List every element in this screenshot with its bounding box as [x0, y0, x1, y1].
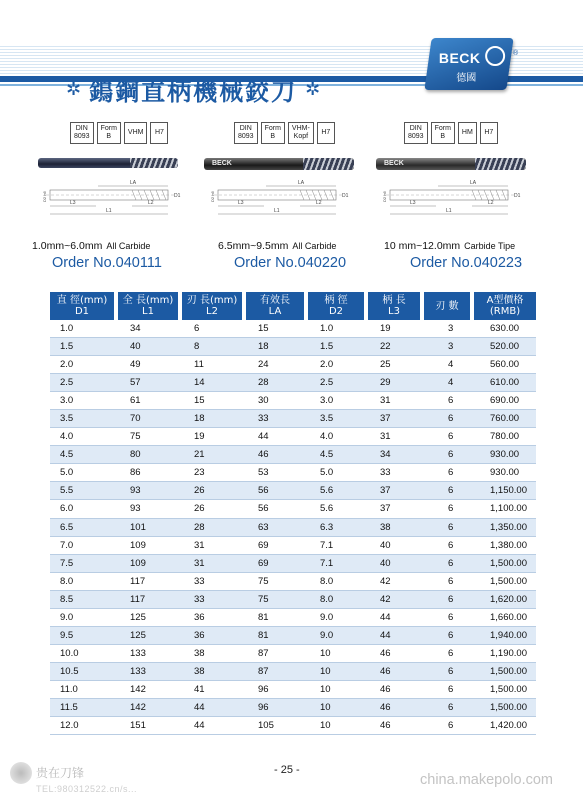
svg-text:L1: L1	[446, 208, 452, 214]
column-header: 柄 徑 D2	[308, 292, 368, 320]
table-cell: 57	[118, 374, 182, 392]
table-cell: 125	[118, 627, 182, 645]
table-cell: 101	[118, 519, 182, 537]
spec-tag: Form B	[97, 122, 121, 144]
table-cell: 42	[368, 591, 424, 609]
svg-text:D2 h6: D2 h6	[382, 191, 387, 202]
table-cell: 34	[118, 320, 182, 338]
table-cell: 109	[118, 537, 182, 555]
table-cell: 560.00	[474, 356, 536, 374]
svg-text:L3: L3	[238, 200, 244, 206]
table-cell: 63	[246, 519, 308, 537]
table-cell: 10.5	[50, 663, 118, 681]
table-cell: 6	[424, 537, 474, 555]
page-number: - 25 -	[274, 764, 300, 776]
technical-drawing	[204, 178, 354, 228]
reamer-image	[376, 158, 526, 170]
watermark-logo-icon	[10, 762, 32, 784]
table-cell: 46	[368, 663, 424, 681]
size-range: 10 mm~12.0mm Carbide Tipe	[384, 240, 516, 252]
table-cell: 19	[368, 320, 424, 338]
table-row	[50, 356, 536, 374]
table-cell: 41	[182, 681, 246, 699]
watermark	[10, 758, 210, 796]
table-cell: 1,420.00	[474, 717, 536, 735]
table-cell: 3	[424, 338, 474, 356]
registered-mark: ®	[513, 50, 519, 57]
table-cell: 29	[368, 374, 424, 392]
table-row	[50, 500, 536, 518]
svg-text:LA: LA	[298, 180, 305, 186]
table-cell: 6	[424, 464, 474, 482]
table-cell: 96	[246, 681, 308, 699]
watermark-title: 贵在刀锋	[36, 766, 85, 780]
table-cell: 10.0	[50, 645, 118, 663]
table-cell: 19	[182, 428, 246, 446]
svg-text:L1: L1	[106, 208, 112, 214]
table-cell: 780.00	[474, 428, 536, 446]
table-cell: 142	[118, 681, 182, 699]
table-cell: 31	[182, 555, 246, 573]
spec-tags	[234, 122, 335, 144]
spec-tag: H7	[480, 122, 498, 144]
table-cell: 1,350.00	[474, 519, 536, 537]
table-cell: 21	[182, 446, 246, 464]
svg-text:D2 h6: D2 h6	[42, 191, 47, 202]
table-cell: 109	[118, 555, 182, 573]
product-card	[32, 122, 212, 272]
svg-text:D1: D1	[174, 193, 181, 199]
spec-tag: DIN 8093	[70, 122, 94, 144]
table-cell: 8.0	[308, 591, 368, 609]
table-cell: 6	[424, 627, 474, 645]
table-cell: 760.00	[474, 410, 536, 428]
table-cell: 6	[424, 555, 474, 573]
table-cell: 133	[118, 645, 182, 663]
table-row	[50, 645, 536, 663]
table-cell: 6	[424, 663, 474, 681]
table-cell: 10	[308, 645, 368, 663]
table-cell: 1,620.00	[474, 591, 536, 609]
technical-drawing	[36, 178, 186, 228]
table-cell: 4	[424, 356, 474, 374]
svg-text:L3: L3	[70, 200, 76, 206]
table-cell: 6	[424, 681, 474, 699]
table-cell: 31	[368, 392, 424, 410]
table-row	[50, 573, 536, 591]
table-cell: 30	[246, 392, 308, 410]
table-cell: 86	[118, 464, 182, 482]
table-cell: 38	[182, 663, 246, 681]
table-cell: 6.5	[50, 519, 118, 537]
table-cell: 7.1	[308, 555, 368, 573]
column-header: 柄 長 L3	[368, 292, 424, 320]
column-header: A型價格 (RMB)	[474, 292, 536, 320]
reamer-image	[38, 158, 178, 168]
page-title: 鎢鋼直柄機械鉸刀	[89, 78, 298, 106]
table-cell: 1,100.00	[474, 500, 536, 518]
table-cell: 1,500.00	[474, 573, 536, 591]
svg-text:L1: L1	[274, 208, 280, 214]
table-cell: 15	[182, 392, 246, 410]
table-row	[50, 338, 536, 356]
table-cell: 1,500.00	[474, 663, 536, 681]
reamer-image	[204, 158, 354, 170]
table-cell: 4.5	[308, 446, 368, 464]
table-cell: 44	[368, 627, 424, 645]
table-cell: 1,500.00	[474, 681, 536, 699]
column-header: 刃 數	[424, 292, 474, 320]
svg-text:L2: L2	[488, 200, 494, 206]
table-cell: 56	[246, 500, 308, 518]
table-cell: 6	[424, 645, 474, 663]
table-cell: 31	[368, 428, 424, 446]
table-cell: 22	[368, 338, 424, 356]
table-cell: 930.00	[474, 464, 536, 482]
product-card	[200, 122, 380, 272]
table-cell: 81	[246, 627, 308, 645]
table-cell: 5.5	[50, 482, 118, 500]
table-cell: 44	[368, 609, 424, 627]
table-cell: 3.5	[50, 410, 118, 428]
spec-tag: H7	[317, 122, 335, 144]
table-cell: 133	[118, 663, 182, 681]
table-cell: 2.0	[308, 356, 368, 374]
svg-text:D1: D1	[514, 193, 521, 199]
column-header: 刃 長(mm) L2	[182, 292, 246, 320]
table-cell: 6.0	[50, 500, 118, 518]
table-cell: 3	[424, 320, 474, 338]
table-row	[50, 717, 536, 735]
order-number: Order No.040223	[410, 255, 523, 271]
table-cell: 1,500.00	[474, 699, 536, 717]
table-row	[50, 428, 536, 446]
table-cell: 6.3	[308, 519, 368, 537]
table-cell: 930.00	[474, 446, 536, 464]
table-cell: 28	[182, 519, 246, 537]
table-cell: 15	[246, 320, 308, 338]
table-cell: 40	[368, 555, 424, 573]
table-row	[50, 519, 536, 537]
table-cell: 37	[368, 500, 424, 518]
watermark-sub: TEL:980312522.cn/s...	[36, 784, 138, 794]
table-cell: 6	[424, 482, 474, 500]
table-cell: 9.5	[50, 627, 118, 645]
table-cell: 42	[368, 573, 424, 591]
table-cell: 11.5	[50, 699, 118, 717]
page-title-group	[66, 72, 320, 107]
table-cell: 6	[424, 428, 474, 446]
table-cell: 18	[246, 338, 308, 356]
table-cell: 7.5	[50, 555, 118, 573]
table-cell: 34	[368, 446, 424, 464]
table-cell: 6	[424, 446, 474, 464]
table-cell: 33	[246, 410, 308, 428]
table-cell: 6	[424, 392, 474, 410]
table-cell: 8.5	[50, 591, 118, 609]
table-cell: 44	[246, 428, 308, 446]
table-cell: 38	[368, 519, 424, 537]
table-cell: 75	[118, 428, 182, 446]
table-cell: 46	[246, 446, 308, 464]
table-cell: 49	[118, 356, 182, 374]
table-cell: 56	[246, 482, 308, 500]
table-cell: 142	[118, 699, 182, 717]
table-cell: 1.5	[308, 338, 368, 356]
brand-sub: 德國	[456, 73, 477, 84]
table-cell: 18	[182, 410, 246, 428]
table-cell: 4.5	[50, 446, 118, 464]
table-cell: 10	[308, 663, 368, 681]
svg-text:D2 h6: D2 h6	[210, 191, 215, 202]
table-cell: 6	[424, 410, 474, 428]
table-cell: 12.0	[50, 717, 118, 735]
table-cell: 2.0	[50, 356, 118, 374]
spec-tag: Form B	[261, 122, 285, 144]
table-cell: 24	[246, 356, 308, 374]
site-watermark: china.makepolo.com	[420, 772, 553, 788]
table-row	[50, 609, 536, 627]
table-cell: 46	[368, 681, 424, 699]
table-cell: 3.0	[308, 392, 368, 410]
table-cell: 690.00	[474, 392, 536, 410]
table-row	[50, 464, 536, 482]
table-cell: 96	[246, 699, 308, 717]
table-cell: 80	[118, 446, 182, 464]
table-cell: 5.0	[308, 464, 368, 482]
table-cell: 1,150.00	[474, 482, 536, 500]
table-cell: 10	[308, 699, 368, 717]
table-row	[50, 699, 536, 717]
table-row	[50, 482, 536, 500]
star-icon: ✲	[305, 79, 321, 99]
table-cell: 1,660.00	[474, 609, 536, 627]
table-cell: 37	[368, 410, 424, 428]
spec-tag: VHM- Kopf	[288, 122, 314, 144]
product-card	[372, 122, 552, 272]
table-cell: 93	[118, 482, 182, 500]
order-number: Order No.040111	[52, 255, 162, 271]
table-cell: 11	[182, 356, 246, 374]
table-cell: 610.00	[474, 374, 536, 392]
table-cell: 69	[246, 537, 308, 555]
table-cell: 46	[368, 699, 424, 717]
brand-logo	[424, 38, 513, 90]
table-cell: 520.00	[474, 338, 536, 356]
table-cell: 3.5	[308, 410, 368, 428]
svg-text:L2: L2	[148, 200, 154, 206]
table-cell: 3.0	[50, 392, 118, 410]
svg-text:L2: L2	[316, 200, 322, 206]
table-cell: 75	[246, 573, 308, 591]
column-header: 全 長(mm) L1	[118, 292, 182, 320]
table-cell: 46	[368, 645, 424, 663]
table-row	[50, 392, 536, 410]
table-cell: 44	[182, 717, 246, 735]
table-cell: 70	[118, 410, 182, 428]
table-cell: 117	[118, 573, 182, 591]
table-cell: 7.1	[308, 537, 368, 555]
table-cell: 8.0	[50, 573, 118, 591]
tool-brand: BECK	[212, 160, 232, 167]
table-cell: 46	[368, 717, 424, 735]
spec-tag: HM	[458, 122, 477, 144]
table-cell: 9.0	[50, 609, 118, 627]
table-cell: 1.0	[308, 320, 368, 338]
table-cell: 14	[182, 374, 246, 392]
table-row	[50, 555, 536, 573]
order-number: Order No.040220	[234, 255, 347, 271]
table-cell: 40	[368, 537, 424, 555]
table-cell: 33	[182, 573, 246, 591]
table-cell: 40	[118, 338, 182, 356]
table-row	[50, 537, 536, 555]
column-header: 有效長 LA	[246, 292, 308, 320]
spec-tag: H7	[150, 122, 168, 144]
table-cell: 5.0	[50, 464, 118, 482]
table-cell: 93	[118, 500, 182, 518]
price-table	[50, 292, 536, 735]
table-cell: 87	[246, 645, 308, 663]
table-cell: 10	[308, 717, 368, 735]
table-row	[50, 627, 536, 645]
table-cell: 69	[246, 555, 308, 573]
table-cell: 125	[118, 609, 182, 627]
table-cell: 6	[424, 500, 474, 518]
table-cell: 7.0	[50, 537, 118, 555]
table-cell: 33	[368, 464, 424, 482]
size-range: 1.0mm~6.0mm All Carbide	[32, 240, 151, 252]
table-cell: 9.0	[308, 609, 368, 627]
table-cell: 630.00	[474, 320, 536, 338]
table-cell: 4.0	[50, 428, 118, 446]
brand-name: BECK	[438, 50, 481, 66]
table-cell: 1,940.00	[474, 627, 536, 645]
table-cell: 1,190.00	[474, 645, 536, 663]
table-cell: 117	[118, 591, 182, 609]
table-cell: 25	[368, 356, 424, 374]
table-cell: 151	[118, 717, 182, 735]
table-cell: 28	[246, 374, 308, 392]
table-row	[50, 446, 536, 464]
column-header: 直 徑(mm) D1	[50, 292, 118, 320]
tool-brand: BECK	[384, 160, 404, 167]
table-cell: 6	[424, 591, 474, 609]
table-cell: 31	[182, 537, 246, 555]
table-row	[50, 591, 536, 609]
table-cell: 6	[424, 573, 474, 591]
table-cell: 6	[424, 609, 474, 627]
spec-tags	[404, 122, 498, 144]
svg-text:LA: LA	[130, 180, 137, 186]
table-cell: 2.5	[308, 374, 368, 392]
table-cell: 6	[424, 717, 474, 735]
table-cell: 105	[246, 717, 308, 735]
table-cell: 53	[246, 464, 308, 482]
table-cell: 11.0	[50, 681, 118, 699]
table-cell: 8.0	[308, 573, 368, 591]
table-cell: 23	[182, 464, 246, 482]
table-cell: 36	[182, 609, 246, 627]
table-cell: 1,500.00	[474, 555, 536, 573]
table-cell: 9.0	[308, 627, 368, 645]
table-row	[50, 681, 536, 699]
spec-tag: DIN 8093	[404, 122, 428, 144]
table-cell: 33	[182, 591, 246, 609]
table-cell: 37	[368, 482, 424, 500]
table-cell: 5.6	[308, 500, 368, 518]
brand-mark-icon	[485, 46, 505, 66]
table-cell: 1.5	[50, 338, 118, 356]
spec-tags	[70, 122, 168, 144]
table-cell: 1.0	[50, 320, 118, 338]
table-row	[50, 410, 536, 428]
svg-text:LA: LA	[470, 180, 477, 186]
table-cell: 26	[182, 500, 246, 518]
table-cell: 81	[246, 609, 308, 627]
table-cell: 5.6	[308, 482, 368, 500]
table-row	[50, 374, 536, 392]
technical-drawing	[376, 178, 526, 228]
spec-tag: Form B	[431, 122, 455, 144]
table-cell: 1,380.00	[474, 537, 536, 555]
table-cell: 87	[246, 663, 308, 681]
star-icon: ✲	[66, 79, 82, 99]
spec-tag: VHM	[124, 122, 148, 144]
svg-text:L3: L3	[410, 200, 416, 206]
table-cell: 6	[424, 519, 474, 537]
table-cell: 8	[182, 338, 246, 356]
spec-tag: DIN 8093	[234, 122, 258, 144]
table-cell: 26	[182, 482, 246, 500]
table-cell: 6	[182, 320, 246, 338]
table-cell: 44	[182, 699, 246, 717]
table-row	[50, 663, 536, 681]
table-cell: 10	[308, 681, 368, 699]
table-cell: 61	[118, 392, 182, 410]
size-range: 6.5mm~9.5mm All Carbide	[218, 240, 337, 252]
table-cell: 4	[424, 374, 474, 392]
table-cell: 36	[182, 627, 246, 645]
svg-text:D1: D1	[342, 193, 349, 199]
table-cell: 4.0	[308, 428, 368, 446]
table-cell: 6	[424, 699, 474, 717]
table-header-row	[50, 292, 536, 320]
table-cell: 75	[246, 591, 308, 609]
table-cell: 2.5	[50, 374, 118, 392]
table-cell: 38	[182, 645, 246, 663]
table-row	[50, 320, 536, 338]
